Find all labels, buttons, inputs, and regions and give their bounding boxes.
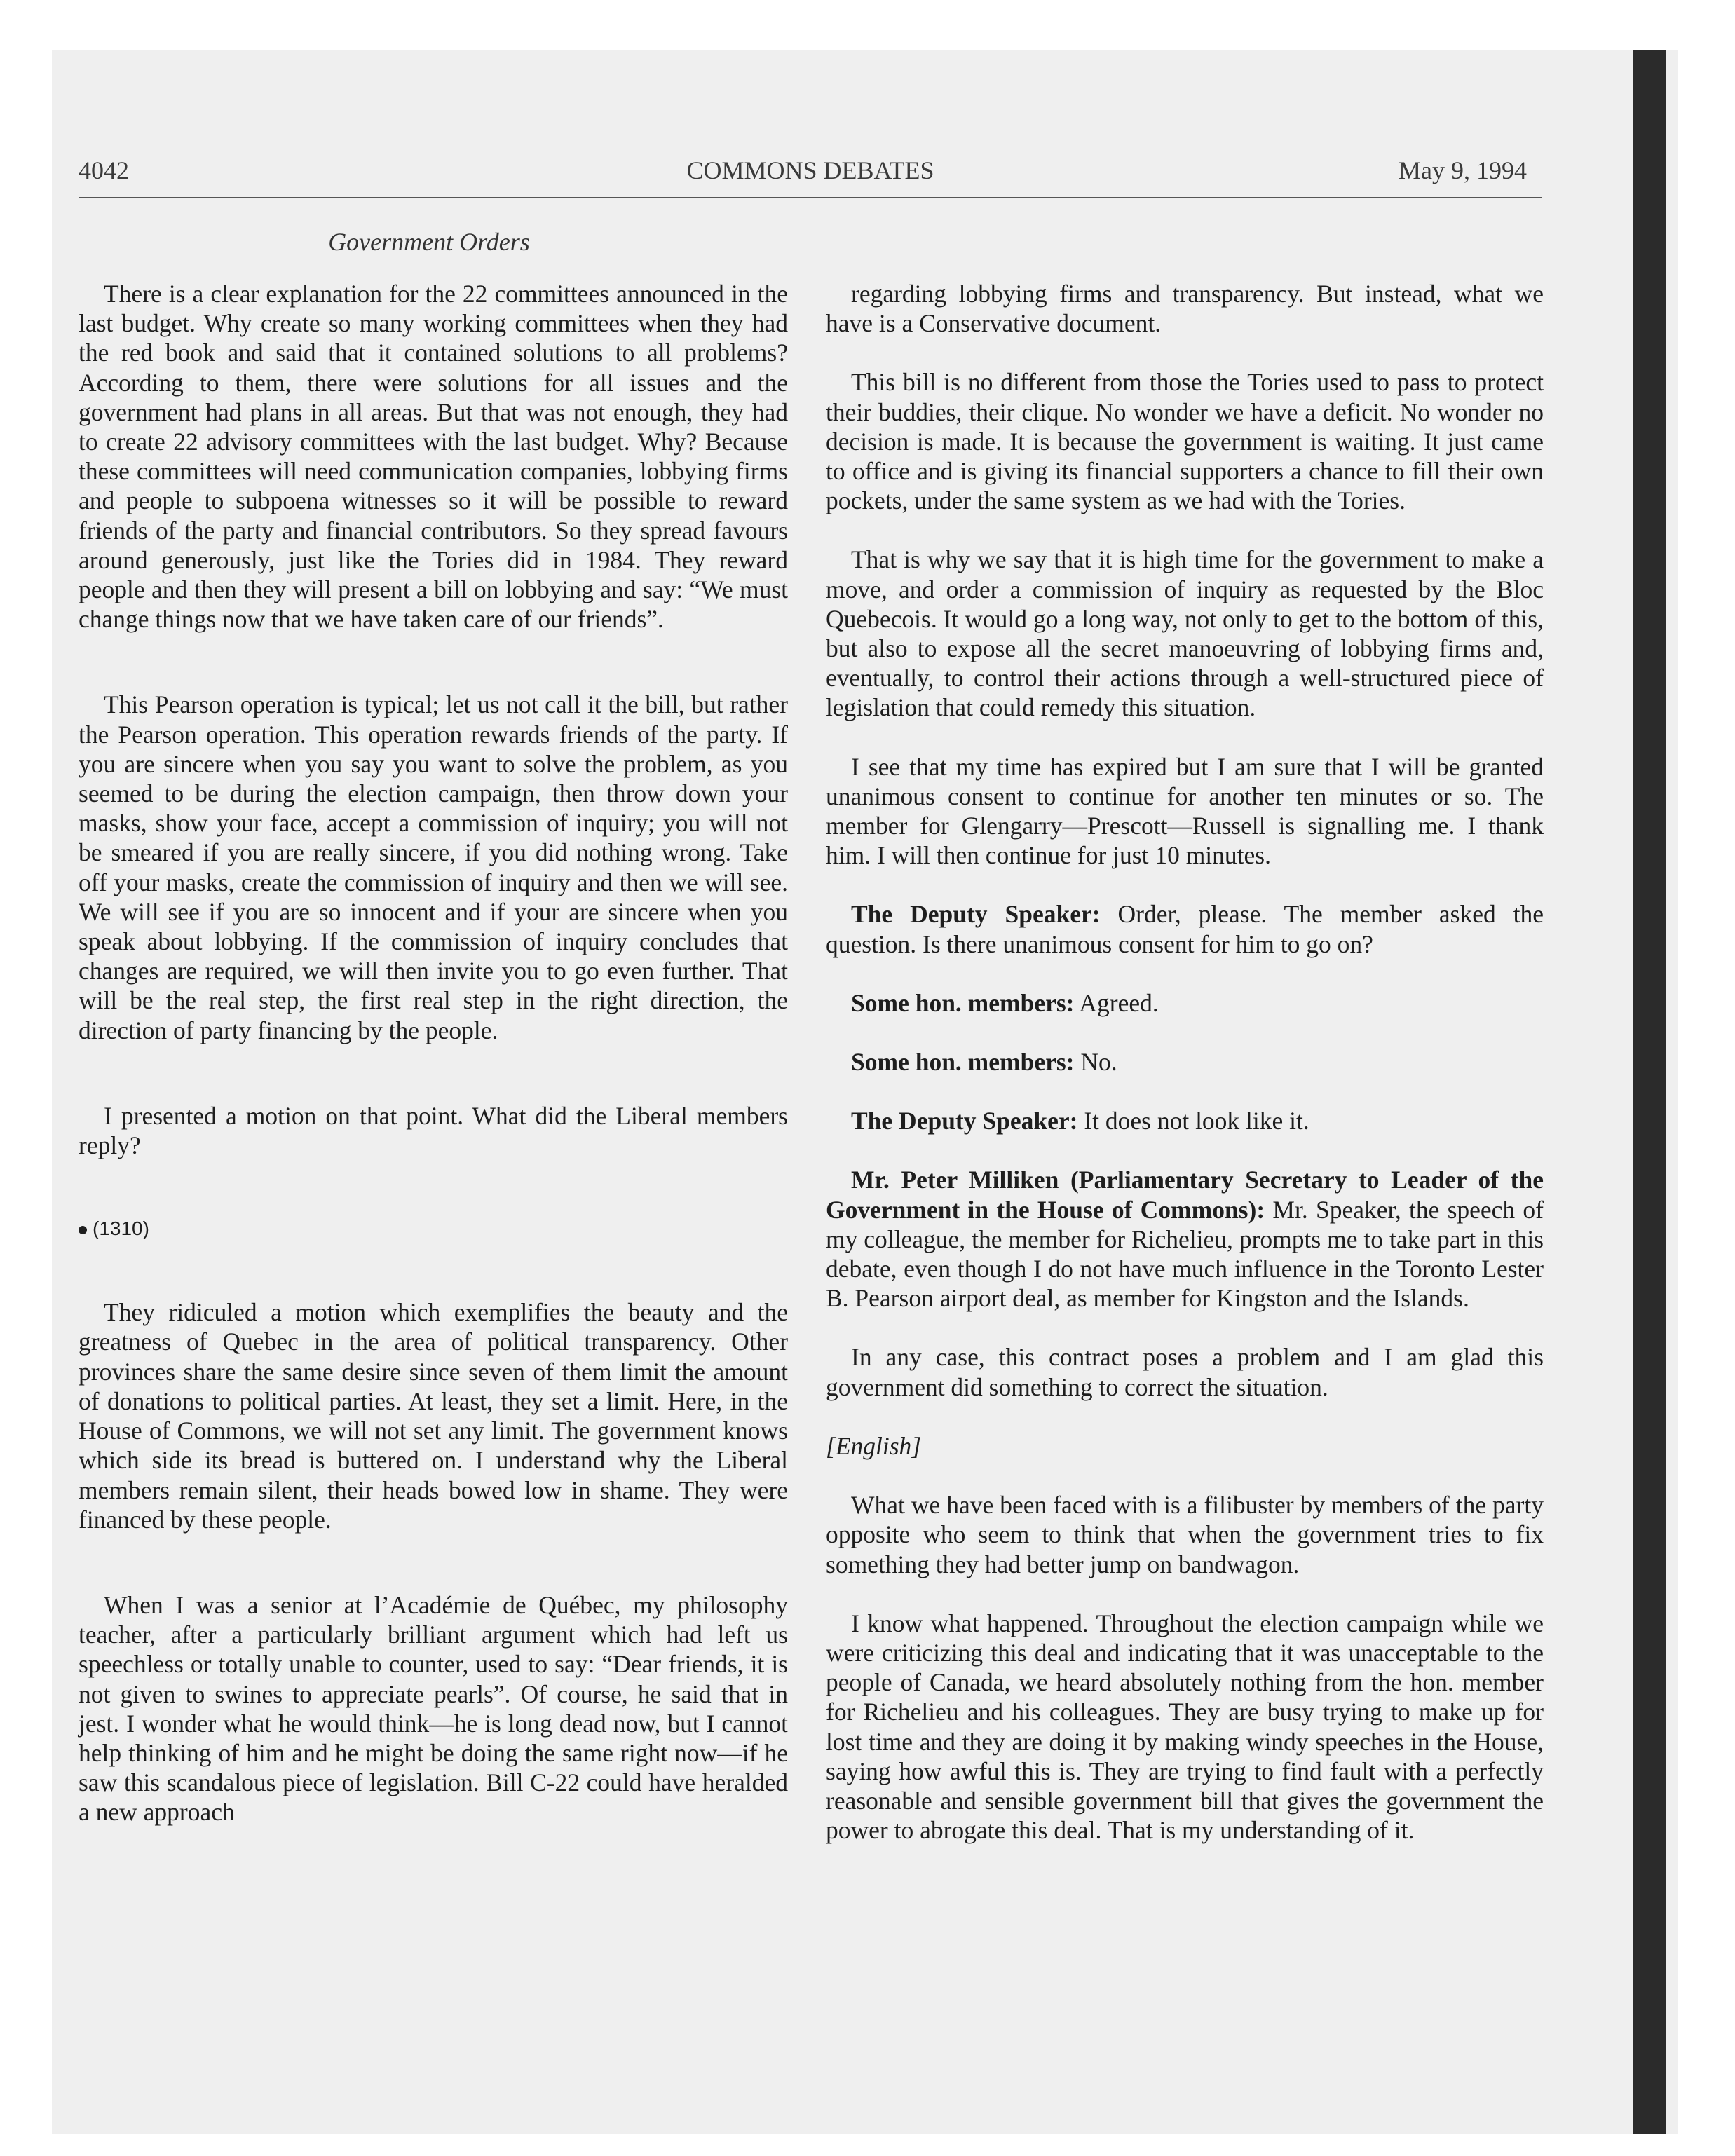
right-column — [826, 279, 1544, 1874]
paragraph: I presented a motion on that point. What did the Liberal members reply? — [79, 1101, 788, 1160]
speaker-name: The Deputy Speaker: — [851, 900, 1101, 929]
time-marker — [79, 1216, 788, 1241]
speaker-intervention — [826, 988, 1544, 1018]
speaker-intervention — [826, 1106, 1544, 1135]
header-rule — [79, 197, 1542, 198]
language-note: [English] — [826, 1431, 922, 1460]
publication-date: May 9, 1994 — [1399, 156, 1527, 184]
left-column — [79, 279, 788, 1855]
paragraph: I know what happened. Throughout the election campaign while we were criticizing this deal and indicating that it was unacceptable to the people of Canada, we heard absolutely nothing from the hon. member for Richelieu and his colleagues. They are busy trying to make up for lost time and they are doing it by making windy speeches in the House, saying how awful this is. They are trying to find fault with a perfectly reasonable and sensible government bill that gives the government the power to abrogate this deal. That is my understanding of it. — [826, 1609, 1544, 1845]
page-number: 4042 — [79, 156, 129, 184]
speaker-name: Mr. Peter Milliken (Parliamentary Secretary to Leader of the Government in the House of Commons): — [826, 1166, 1544, 1224]
intervention-text: Mr. Speaker, the speech of my colleague, the member for Richelieu, prompts me to take part in this debate, even though I do not have much influence in the Toronto Lester B. Pearson airport deal, as member for Kingston and the Islands. — [826, 1195, 1544, 1313]
paragraph: regarding lobbying firms and transparency. But instead, what we have is a Conservative document. — [826, 280, 1544, 338]
intervention-text: No. — [1074, 1048, 1117, 1077]
speaker-name: Some hon. members: — [851, 1048, 1075, 1077]
intervention-text: Order, please. The member asked the question. Is there unanimous consent for him to go on? — [826, 900, 1544, 958]
paragraph: What we have been faced with is a filibuster by members of the party opposite who seem to think that when the government tries to fix something they had better jump on bandwagon. — [826, 1491, 1544, 1578]
section-title: Government Orders — [328, 228, 530, 256]
publication-title: COMMONS DEBATES — [686, 156, 934, 184]
paragraph: In any case, this contract poses a problem and I am glad this government did something to correct the situation. — [826, 1343, 1544, 1401]
speaker-intervention — [826, 899, 1544, 958]
speaker-intervention — [826, 1165, 1544, 1313]
speaker-intervention — [826, 1047, 1544, 1077]
bullet-icon — [79, 1226, 87, 1234]
paragraph: This bill is no different from those the Tories used to pass to protect their buddies, their clique. No wonder we have a deficit. No wonder no decision is made. It is because the government is waiting. It just came to office and is giving its financial supporters a chance to fill their own pockets, under the same system as we had with the Tories. — [826, 368, 1544, 515]
paragraph: When I was a senior at l’Académie de Québec, my philosophy teacher, after a particularly brilliant argument which had left us speechless or totally unable to counter, used to say: “Dear friends, it is not given to swines to appreciate pearls”. Of course, he said that in jest. I wonder what he would think—he is long dead now, but I cannot help thinking of him and he might be doing the same right now—if he saw this scandalous piece of legislation. Bill C-22 could have heralded a new approach — [79, 1590, 788, 1827]
paragraph: There is a clear explanation for the 22 committees announced in the last budget. Why create so many working committees when they had the red book and said that it contained solutions to all problems? According to them, there were solutions for all issues and the government had plans in all areas. But that was not enough, they had to create 22 advisory committees with the last budget. Why? Because these committees will need communication companies, lobbying firms and people to subpoena witnesses so it will be possible to reward friends of the party and financial contributors. So they spread favours around generously, just like the Tories did in 1984. They reward people and then they will present a bill on lobbying and say: “We must change things now that we have taken care of our friends”. — [79, 280, 788, 634]
paragraph: That is why we say that it is high time for the government to make a move, and order a commission of inquiry as requested by the Bloc Quebecois. It would go a long way, not only to get to the bottom of this, but also to expose all the secret manoeuvring of lobbying firms and, eventually, to control their actions through a well-structured piece of legislation that could remedy this situation. — [826, 545, 1544, 722]
time-marker-text: (1310) — [93, 1217, 149, 1240]
running-header — [79, 156, 1542, 196]
speaker-name: Some hon. members: — [851, 988, 1075, 1017]
intervention-text: Agreed. — [1074, 988, 1159, 1017]
paragraph: They ridiculed a motion which exemplifies the beauty and the greatness of Quebec in the area of political transparency. Other provinces share the same desire since seven of them limit the amount of donations to political parties. At least, they set a limit. Here, in the House of Commons, we will not set any limit. The government knows which side its bread is buttered on. I understand why the Liberal members remain silent, their heads bowed low in shame. They were financed by these people. — [79, 1298, 788, 1534]
scan-binding-edge — [1633, 50, 1666, 2134]
speaker-name: The Deputy Speaker: — [851, 1107, 1078, 1135]
paragraph: This Pearson operation is typical; let us not call it the bill, but rather the Pearson operation. This operation rewards friends of the party. If you are sincere when you say you want to solve the problem, as you seemed to be during the election campaign, then throw down your masks, show your face, accept a commission of inquiry; you will not be smeared if you are really sincere, if you did nothing wrong. Take off your masks, create the commission of inquiry and then we will see. We will see if you are so innocent and if your are sincere when you speak about lobbying. If the commission of inquiry concludes that changes are required, we will then invite you to go even further. That will be the real step, the first real step in the right direction, the direction of party financing by the people. — [79, 690, 788, 1044]
paragraph: I see that my time has expired but I am sure that I will be granted unanimous consent to continue for another ten minutes or so. The member for Glengarry—Prescott—Russell is signalling me. I thank him. I will then continue for just 10 minutes. — [826, 752, 1544, 870]
intervention-text: It does not look like it. — [1077, 1107, 1309, 1135]
